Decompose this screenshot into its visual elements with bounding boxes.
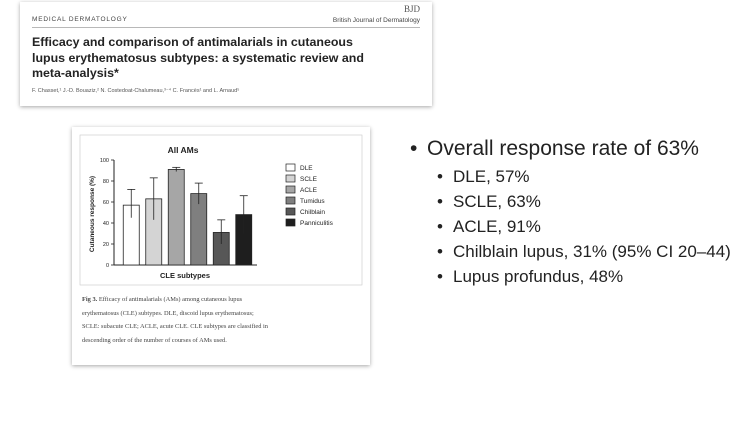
sub-bullet-item bbox=[437, 264, 745, 289]
legend-label: Panniculitis bbox=[300, 220, 333, 227]
sub-bullet-text: DLE, 57% bbox=[453, 167, 530, 186]
sub-bullet-item bbox=[437, 214, 745, 239]
bar-chart bbox=[72, 127, 370, 292]
sub-bullet-text: Lupus profundus, 48% bbox=[453, 267, 624, 286]
y-tick-label: 80 bbox=[102, 179, 109, 186]
journal-name: British Journal of Dermatology bbox=[332, 17, 420, 24]
sub-bullet-text: SCLE, 63% bbox=[453, 192, 541, 211]
legend-label: ACLE bbox=[300, 187, 317, 194]
legend-swatch bbox=[286, 164, 295, 171]
y-tick-label: 20 bbox=[102, 242, 109, 249]
paper-title-line: Efficacy and comparison of antimalarials in cutaneous bbox=[32, 35, 353, 49]
bullet-dot-icon: • bbox=[437, 267, 443, 286]
main-bullet bbox=[410, 136, 745, 162]
chart-x-axis-label: CLE subtypes bbox=[159, 271, 211, 280]
bar-tumidus bbox=[191, 194, 207, 265]
sub-bullet-text: Chilblain lupus, 31% (95% CI 20–44) bbox=[453, 242, 731, 261]
y-tick-label: 100 bbox=[99, 158, 109, 165]
legend-label: DLE bbox=[300, 165, 313, 172]
journal-logo: BJD bbox=[403, 4, 420, 14]
paper-masthead bbox=[32, 4, 420, 28]
legend-swatch bbox=[286, 208, 295, 215]
legend-swatch bbox=[286, 186, 295, 193]
legend-swatch bbox=[286, 197, 295, 204]
legend-label: Tumidus bbox=[300, 198, 325, 205]
paper-title bbox=[32, 35, 420, 82]
legend-label: Chilblain bbox=[300, 209, 325, 216]
paper-authors: F. Chasset,¹ J.-D. Bouaziz,² N. Costedoat-Chalumeau,³⁻⁴ C. Francès¹ and L. Arnaud⁵ bbox=[32, 87, 240, 94]
legend-label: SCLE bbox=[300, 176, 317, 183]
sub-bullet-item bbox=[437, 239, 745, 264]
bullet-dot-icon: • bbox=[437, 167, 443, 186]
bullet-dot-icon: • bbox=[437, 192, 443, 211]
figure-caption-line: erythematosus (CLE) subtypes. DLE, discoid lupus erythematosus; bbox=[82, 309, 254, 317]
y-tick-label: 40 bbox=[102, 221, 109, 228]
figure-caption bbox=[82, 293, 364, 347]
paper-title-line: meta-analysis* bbox=[32, 66, 119, 80]
sub-bullet-item bbox=[437, 164, 745, 189]
paper-header-card bbox=[20, 2, 432, 106]
figure-caption-line: Efficacy of antimalarials (AMs) among cutaneous lupus bbox=[98, 296, 243, 303]
bullet-dot-icon: • bbox=[437, 242, 443, 261]
chart-title: All AMs bbox=[167, 145, 199, 155]
figure-caption-line: SCLE: subacute CLE; ACLE, acute CLE. CLE subtypes are classified in bbox=[82, 323, 268, 331]
paper-title-line: lupus erythematosus subtypes: a systematic review and bbox=[32, 50, 364, 65]
y-tick-label: 60 bbox=[102, 200, 109, 207]
legend-swatch bbox=[286, 175, 295, 182]
figure-caption-line: descending order of the number of courses of AMs used. bbox=[82, 336, 227, 344]
chart-y-axis-label: Cutaneous response (%) bbox=[89, 175, 96, 253]
sub-bullet-item bbox=[437, 189, 745, 214]
sub-bullet-list bbox=[437, 164, 745, 289]
main-bullet-text: Overall response rate of 63% bbox=[427, 137, 699, 160]
figure-caption-label: Fig 3. bbox=[82, 296, 98, 303]
bullet-dot-icon: • bbox=[410, 137, 418, 160]
bullet-list bbox=[410, 136, 745, 289]
legend-swatch bbox=[286, 219, 295, 226]
journal-section-label: MEDICAL DERMATOLOGY bbox=[32, 16, 128, 23]
bullet-dot-icon: • bbox=[437, 217, 443, 236]
y-tick-label: 0 bbox=[105, 263, 109, 270]
sub-bullet-text: ACLE, 91% bbox=[453, 217, 541, 236]
bar-acle bbox=[168, 169, 184, 265]
figure-card bbox=[72, 127, 370, 365]
